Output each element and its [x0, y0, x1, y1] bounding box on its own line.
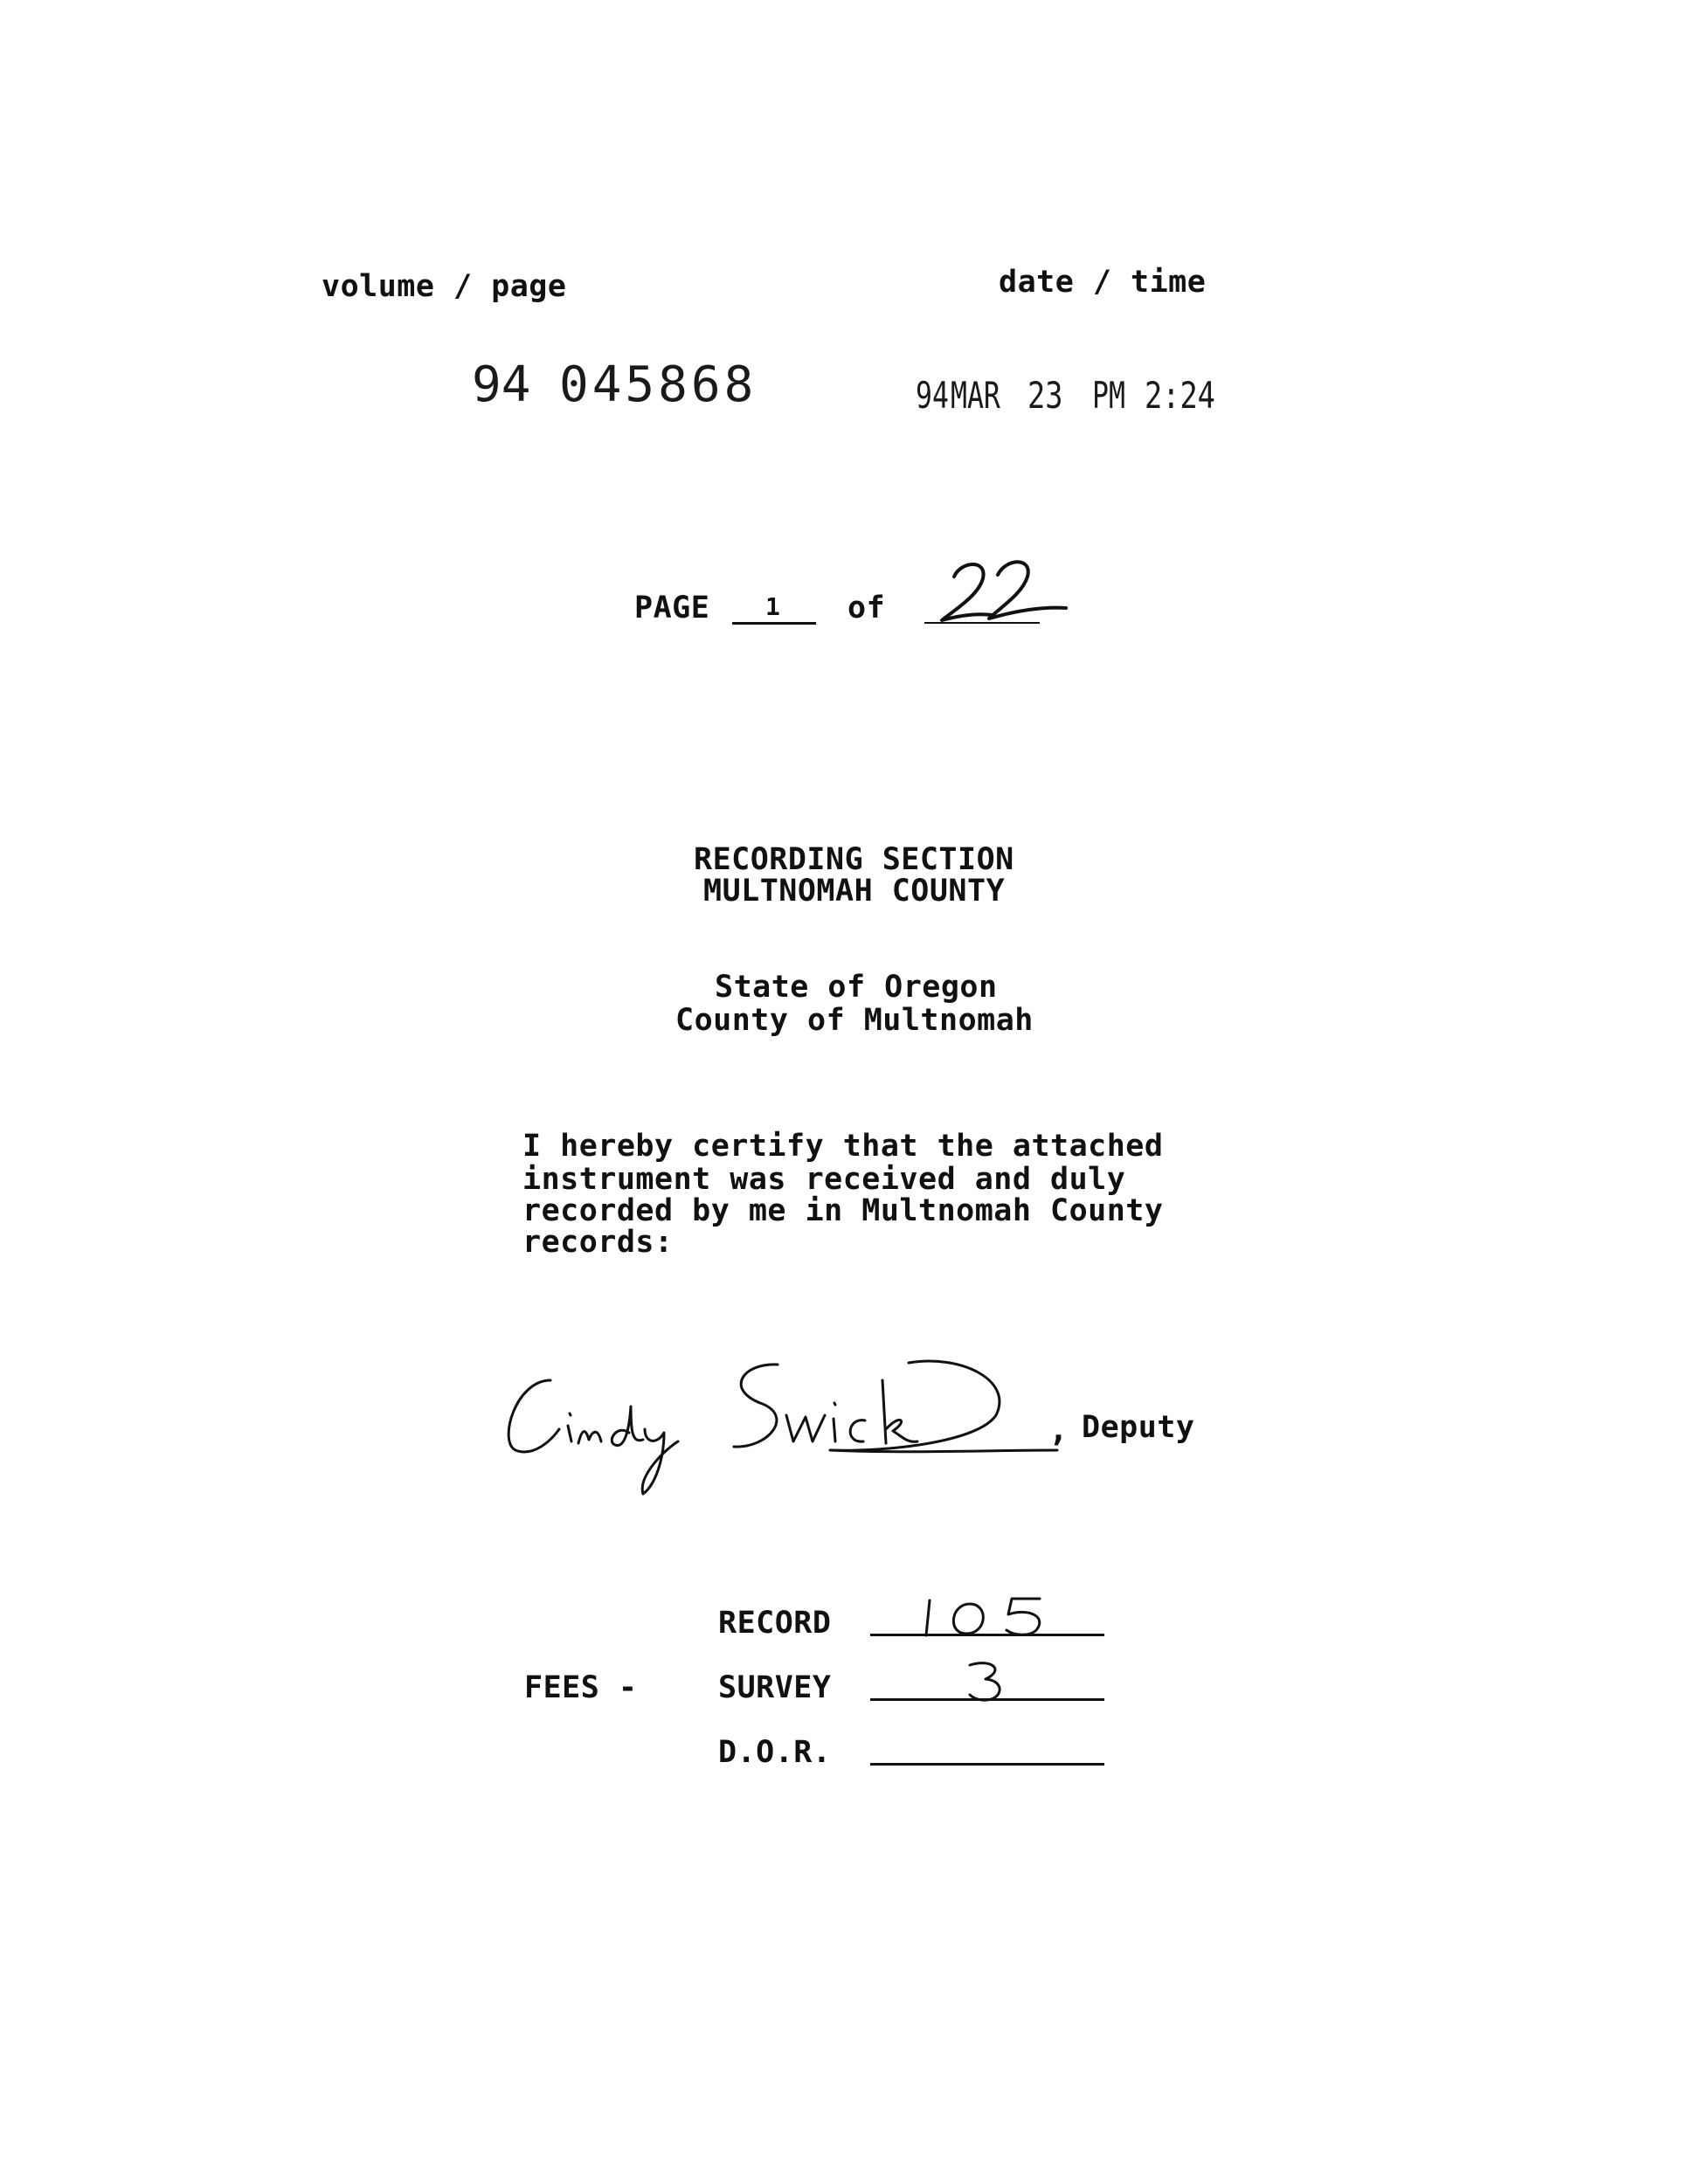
fees-label: FEES - — [524, 1670, 638, 1705]
fee-survey-value — [958, 1656, 1019, 1709]
date-time-stamp — [916, 374, 1230, 426]
recording-section-line2: MULTNOMAH COUNTY — [703, 874, 1006, 909]
fee-record-label: RECORD — [718, 1606, 832, 1641]
stamp-day: 23 — [1027, 374, 1063, 417]
recording-section-line1: RECORDING SECTION — [694, 842, 1014, 877]
page-label: PAGE — [634, 591, 710, 625]
certification-line1: I hereby certify that the attached — [522, 1129, 1164, 1164]
volume-number: 94 — [472, 356, 531, 413]
date-time-label: date / time — [999, 265, 1207, 300]
stamp-ampm: PM — [1092, 374, 1125, 417]
signature-comma: , — [1048, 1410, 1069, 1448]
page-number-stamp: 045868 — [559, 356, 758, 413]
volume-page-label: volume / page — [322, 269, 567, 304]
stamp-time: 2:24 — [1145, 374, 1215, 417]
page-number-blank — [732, 622, 816, 625]
certification-line4: records: — [522, 1225, 674, 1260]
page-number: 1 — [765, 592, 780, 621]
of-label: of — [848, 591, 886, 625]
certification-line2: instrument was received and duly — [522, 1162, 1126, 1197]
fee-dor-label: D.O.R. — [718, 1735, 832, 1770]
stamp-month: MAR — [951, 374, 1000, 417]
total-pages-handwriting — [935, 550, 1083, 629]
county-line: County of Multnomah — [675, 1003, 1034, 1038]
fee-record-value — [909, 1592, 1075, 1644]
fee-dor-blank — [870, 1763, 1104, 1766]
certification-line3: recorded by me in Multnomah County — [522, 1193, 1164, 1228]
fee-survey-label: SURVEY — [718, 1670, 832, 1705]
deputy-title: Deputy — [1082, 1410, 1195, 1445]
deputy-signature — [498, 1345, 1057, 1503]
stamp-year: 94 — [916, 374, 949, 417]
state-line: State of Oregon — [715, 970, 998, 1005]
